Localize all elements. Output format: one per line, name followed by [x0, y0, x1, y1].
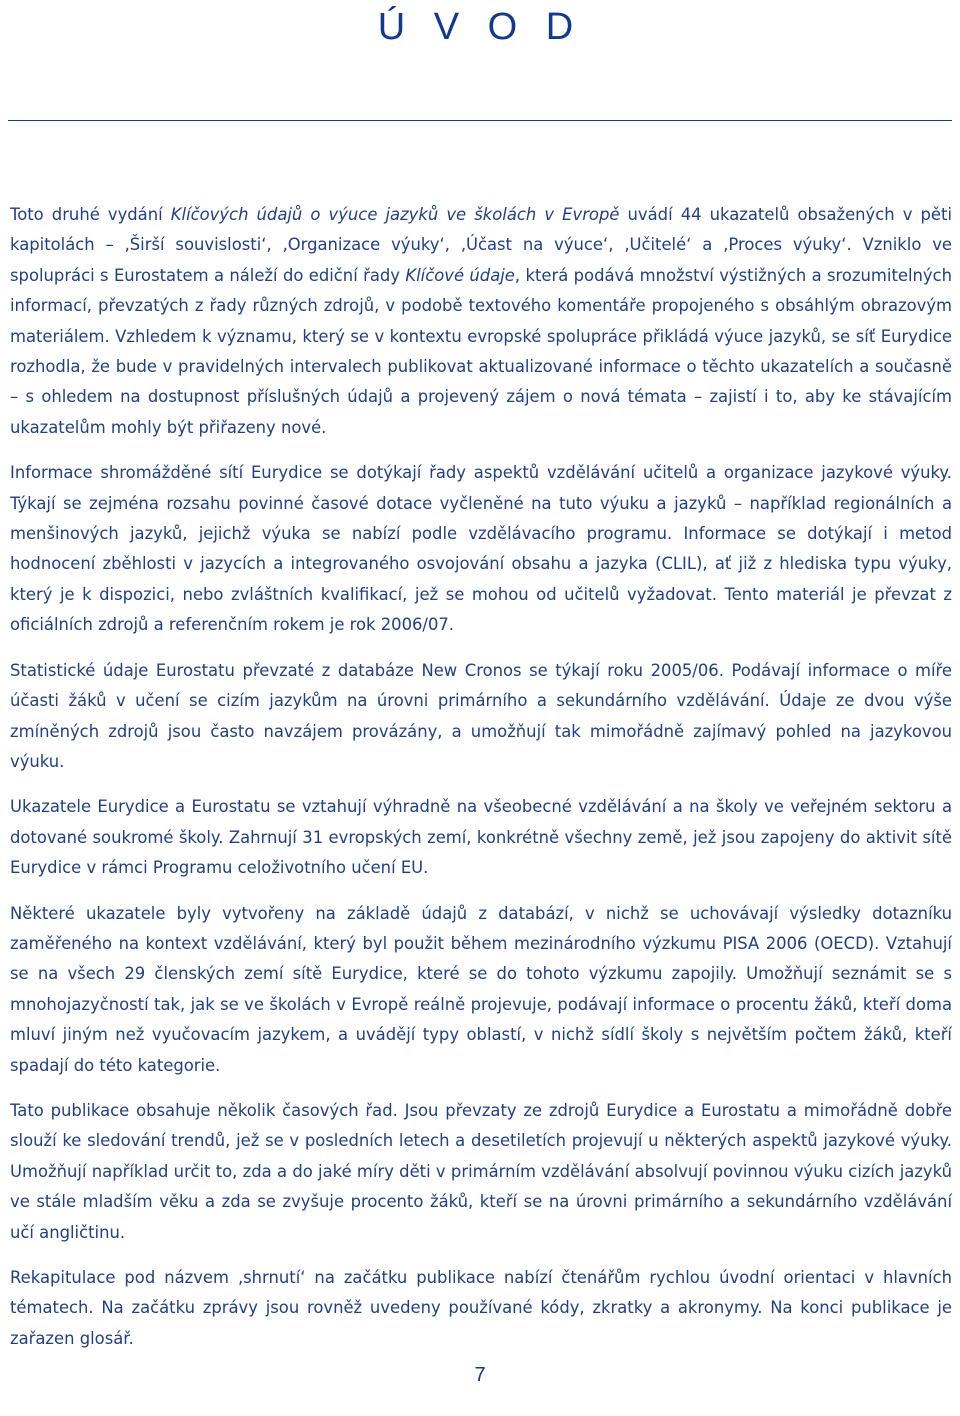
text-run: Rekapitulace pod názvem ‚shrnutí‘ na začátku publikace nabízí čtenářům rychlou úvodní orientaci v hlavních tématech. Na začátku zprávy jsou rovněž uvedeny používané kódy, zkratky a akronymy. Na konci publikace je zařazen glosář. — [10, 1268, 952, 1348]
paragraph — [10, 792, 952, 883]
paragraph — [10, 656, 952, 778]
paragraph — [10, 200, 952, 443]
text-run: uvádí 44 ukazatelů obsažených v pěti kapitolách – ‚Širší souvislosti‘, ‚Organizace výuky‘, ‚Účast na výuce‘, ‚Učitelé‘ a ‚Proces výuky‘. Vzniklo ve spolupráci s Eurostatem a náleží do ediční řady — [10, 205, 952, 285]
header-divider — [8, 120, 952, 121]
publication-title: Klíčových údajů o výuce jazyků ve školách v Evropě — [170, 205, 620, 224]
text-run: , která podává množství výstižných a srozumitelných informací, převzatých z řady různých zdrojů, v podobě textového komentáře propojeného s obsáhlým obrazovým materiálem. Vzhledem k významu, který se v kontextu evropské spolupráce přikládá výuce jazyků, se síť Eurydice rozhodla, že bude v pravidelných intervalech publikovat aktualizované informace o těchto ukazatelích a současně – s ohledem na dostupnost příslušných údajů a projevený zájem o nová témata – zajistí i to, aby ke stávajícím ukazatelům mohly být přiřazeny nové. — [10, 265, 952, 437]
paragraph — [10, 1263, 952, 1354]
text-run: Statistické údaje Eurostatu převzaté z databáze New Cronos se týkají roku 2005/06. Podávají informace o míře účasti žáků v učení se cizím jazykům na úrovni primárního a sekundárního vzdělávání. Údaje ze dvou výše zmíněných zdrojů jsou často navzájem provázány, a umožňují tak mimořádně zajímavý pohled na jazykovou výuku. — [10, 660, 952, 771]
text-run: Informace shromážděné sítí Eurydice se dotýkají řady aspektů vzdělávání učitelů a organizace jazykové výuky. Týkají se zejména rozsahu povinné časové dotace vyčleněné na tuto výuku a jazyků – například regionálních a menšinových jazyků, jejichž výuka se nabízí podle vzdělávacího programu. Informace se dotýkají i metod hodnocení zběhlosti v jazycích a integrovaného osvojování obsahu a jazyka (CLIL), ať již z hlediska typu výuky, který je k dispozici, nebo zvláštních kvalifikací, jež se mohou od učitelů vyžadovat. Tento materiál je převzat z oficiálních zdrojů a referenčním rokem je rok 2006/07. — [10, 463, 952, 635]
body-text — [10, 200, 952, 1369]
text-run: Toto druhé vydání — [10, 205, 171, 224]
paragraph — [10, 1096, 952, 1248]
text-run: Tato publikace obsahuje několik časových řad. Jsou převzaty ze zdrojů Eurydice a Eurostatu a mimořádně dobře slouží ke sledování trendů, jež se v posledních letech a desetiletích projevují u některých aspektů jazykové výuky. Umožňují například určit to, zda a do jaké míry děti v primárním vzdělávání absolvují povinnou výuku cizích jazyků ve stále mladším věku a zda se zvyšuje procento žáků, kteří se na úrovni primárního a sekundárního vzdělávání učí angličtinu. — [10, 1100, 952, 1242]
page-title: Ú V O D — [377, 6, 583, 48]
text-run: Některé ukazatele byly vytvořeny na základě údajů z databází, v nichž se uchovávají výsledky dotazníku zaměřeného na kontext vzdělávání, který byl použit během mezinárodního výzkumu PISA 2006 (OECD). Vztahují se na všech 29 členských zemí sítě Eurydice, které se do tohoto výzkumu zapojily. Umožňují seznámit se s mnohojazyčností tak, jak se ve školách v Evropě reálně projevuje, podávají informace o procentu žáků, kteří doma mluví jiným než vyučovacím jazykem, a uvádějí typy oblastí, v nichž sídlí školy s největším počtem žáků, kteří spadají do této kategorie. — [10, 903, 952, 1075]
paragraph — [10, 458, 952, 640]
paragraph — [10, 899, 952, 1081]
text-run: Ukazatele Eurydice a Eurostatu se vztahují výhradně na všeobecné vzdělávání a na školy ve veřejném sektoru a dotované soukromé školy. Zahrnují 31 evropských zemí, konkrétně všechny země, jež jsou zapojeny do aktivit sítě Eurydice v rámci Programu celoživotního učení EU. — [10, 797, 952, 878]
series-title: Klíčové údaje — [405, 265, 515, 285]
page-number: 7 — [474, 1364, 486, 1386]
